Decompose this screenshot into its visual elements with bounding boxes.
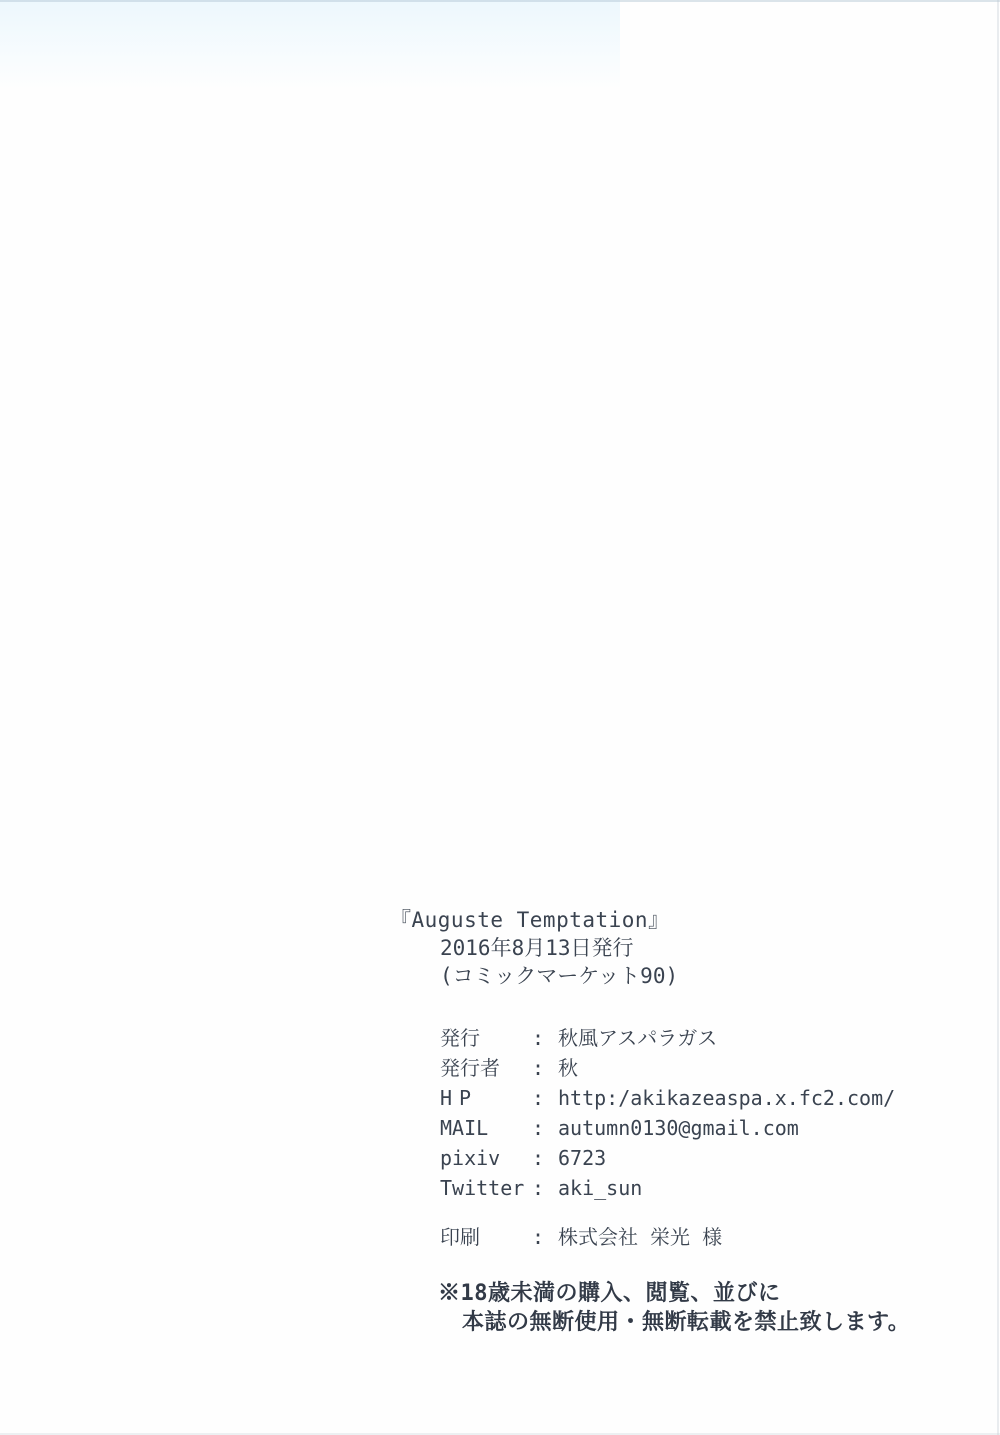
info-label-publisher: 発行: [440, 1026, 480, 1050]
colophon-block: [390, 906, 910, 1337]
info-value-twitter-id: aki_sun: [558, 1176, 643, 1200]
publish-date: 2016年8月13日発行: [440, 936, 634, 960]
info-row-pixiv: [440, 1143, 910, 1173]
scan-edge-right-artifact: [997, 0, 999, 1435]
age-restriction-notice: [438, 1279, 910, 1337]
age-restriction-notice-line1: ※18歳未満の購入、閲覧、並びに: [438, 1281, 781, 1306]
info-separator: :: [532, 1056, 545, 1080]
doujin-title: 『Auguste Temptation』: [390, 908, 670, 932]
info-label-author: 発行者: [440, 1056, 500, 1080]
scan-tint-artifact: [0, 0, 620, 90]
info-value-author: 秋: [558, 1056, 578, 1080]
event-name: (コミックマーケット90): [440, 964, 679, 988]
publication-info-table: [440, 1023, 910, 1252]
info-separator: :: [532, 1176, 545, 1200]
info-value-pixiv-id: 6723: [558, 1146, 607, 1170]
info-value-homepage-url: http:/akikazeaspa.x.fc2.com/: [558, 1086, 896, 1110]
info-value-mail-address: autumn0130@gmail.com: [558, 1116, 799, 1140]
info-separator: :: [532, 1026, 545, 1050]
info-label-pixiv: pixiv: [440, 1146, 501, 1170]
info-label-mail: MAIL: [440, 1116, 489, 1140]
info-value-publisher: 秋風アスパラガス: [558, 1026, 718, 1050]
age-restriction-notice-line2: 本誌の無断使用・無断転載を禁止致します。: [462, 1310, 911, 1335]
scan-edge-top-artifact: [0, 0, 1000, 2]
info-value-printer-name: 株式会社 栄光 様: [558, 1225, 723, 1249]
info-row-mail: [440, 1113, 910, 1143]
info-separator: :: [532, 1116, 545, 1140]
info-label-printer: 印刷: [440, 1225, 480, 1249]
info-label-homepage: HP: [440, 1086, 479, 1110]
info-row-author: [440, 1053, 910, 1083]
info-label-twitter: Twitter: [440, 1176, 525, 1200]
info-row-printer: [440, 1222, 910, 1252]
info-separator: :: [532, 1225, 545, 1249]
info-separator: :: [532, 1146, 545, 1170]
info-row-twitter: [440, 1173, 910, 1203]
info-row-homepage: [440, 1083, 910, 1113]
info-row-publisher: [440, 1023, 910, 1053]
info-separator: :: [532, 1086, 545, 1110]
